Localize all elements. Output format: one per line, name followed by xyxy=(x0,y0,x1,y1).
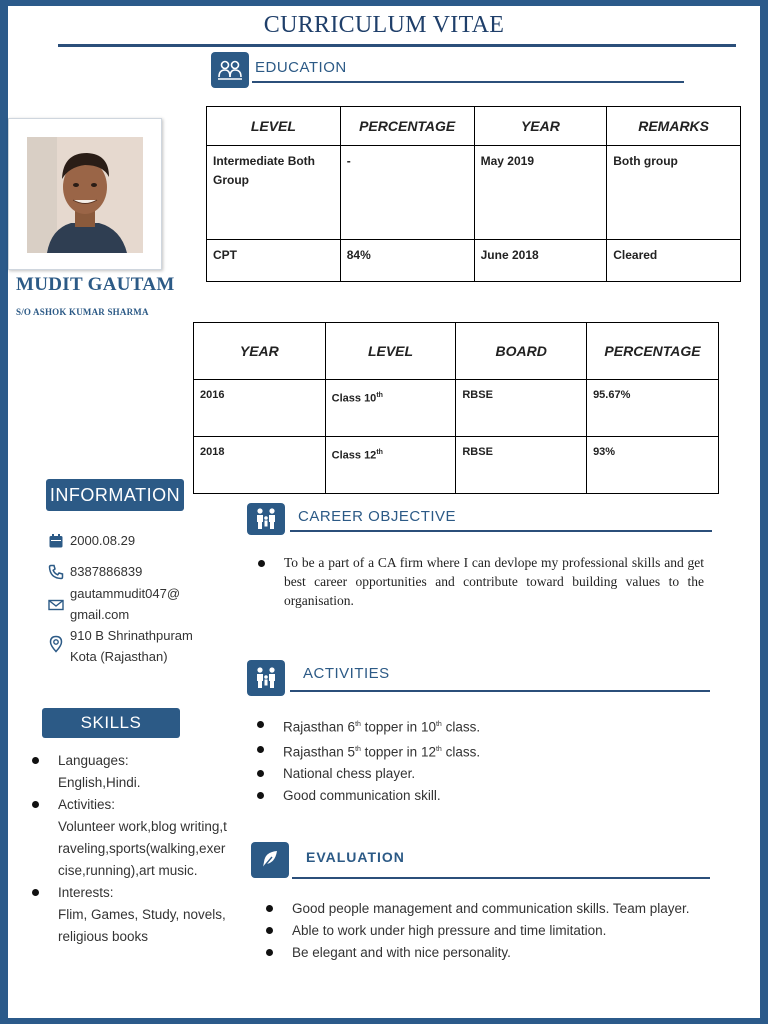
education-heading: EDUCATION xyxy=(255,59,347,76)
table-cell: 2016 xyxy=(194,380,326,437)
people-icon xyxy=(211,52,249,88)
list-item: To be a part of a CA firm where I can devlope my professional skills and get best career opportunities and contribute toward building values to the organisation. xyxy=(256,553,704,610)
feather-icon xyxy=(251,842,289,878)
activities-heading: ACTIVITIES xyxy=(303,665,390,682)
list-item: Interests: Flim, Games, Study, novels, religious books xyxy=(30,882,230,948)
phone-value: 8387886839 xyxy=(70,564,143,579)
dob-value: 2000.08.29 xyxy=(70,533,136,548)
table-header: PERCENTAGE xyxy=(340,107,474,146)
table-cell: Intermediate Both Group xyxy=(207,146,341,240)
activities-list xyxy=(255,714,715,807)
table-cell: CPT xyxy=(207,240,341,282)
title-underline xyxy=(58,44,736,47)
table-cell: May 2019 xyxy=(474,146,607,240)
table-cell: Cleared xyxy=(607,240,741,282)
career-objective-heading: CAREER OBJECTIVE xyxy=(298,508,457,525)
email-value: gautammudit047@ xyxy=(70,586,181,601)
table-row xyxy=(207,146,741,240)
activities-rule xyxy=(290,690,710,692)
list-item: Languages: English,Hindi. xyxy=(30,750,230,794)
address-line2: Kota (Rajasthan) xyxy=(70,649,168,664)
education-table-professional xyxy=(206,106,741,282)
list-item: Able to work under high pressure and time limitation. xyxy=(264,920,734,942)
candidate-parent: S/O ASHOK KUMAR SHARMA xyxy=(16,307,149,317)
table-header: REMARKS xyxy=(607,107,741,146)
profile-photo xyxy=(27,137,143,253)
table-cell: RBSE xyxy=(456,380,587,437)
table-cell: June 2018 xyxy=(474,240,607,282)
table-cell: 93% xyxy=(587,437,719,494)
table-cell: 84% xyxy=(340,240,474,282)
skills-list xyxy=(30,750,230,948)
table-header: PERCENTAGE xyxy=(587,323,719,380)
list-item: Rajasthan 6th topper in 10th class. xyxy=(255,714,715,739)
list-item: Rajasthan 5th topper in 12th class. xyxy=(255,739,715,764)
list-item: National chess player. xyxy=(255,763,715,785)
list-item: Good people management and communication skills. Team player. xyxy=(264,898,734,920)
career-objective-list xyxy=(256,553,704,610)
table-cell: Class 12th xyxy=(325,437,456,494)
table-cell: RBSE xyxy=(456,437,587,494)
email-value-domain: gmail.com xyxy=(70,607,130,622)
education-rule xyxy=(252,81,684,83)
address-line1: 910 B Shrinathpuram xyxy=(70,628,193,643)
evaluation-list xyxy=(264,898,734,964)
skills-heading: SKILLS xyxy=(42,708,180,738)
mail-icon xyxy=(48,597,66,619)
table-header: YEAR xyxy=(194,323,326,380)
table-row xyxy=(207,240,741,282)
table-cell: 95.67% xyxy=(587,380,719,437)
list-item: Activities: Volunteer work,blog writing,traveling,sports(walking,exercise,running),art music. xyxy=(30,794,230,882)
career-objective-rule xyxy=(290,530,712,532)
table-header: LEVEL xyxy=(325,323,456,380)
dob-row xyxy=(48,530,136,555)
evaluation-heading: EVALUATION xyxy=(306,849,405,865)
education-table-school xyxy=(193,322,719,494)
candidate-name: MUDIT GAUTAM xyxy=(16,274,175,295)
table-cell: 2018 xyxy=(194,437,326,494)
family-icon xyxy=(247,503,285,535)
profile-photo-frame xyxy=(8,118,162,270)
evaluation-rule xyxy=(292,877,710,879)
table-cell: Class 10th xyxy=(325,380,456,437)
address-row xyxy=(48,625,193,664)
table-row xyxy=(194,437,719,494)
family-icon xyxy=(247,660,285,696)
table-cell: - xyxy=(340,146,474,240)
location-pin-icon xyxy=(48,635,66,659)
table-header: LEVEL xyxy=(207,107,341,146)
email-row xyxy=(48,583,181,622)
list-item: Good communication skill. xyxy=(255,785,715,807)
list-item: Be elegant and with nice personality. xyxy=(264,942,734,964)
table-header: YEAR xyxy=(474,107,607,146)
page-title: CURRICULUM VITAE xyxy=(263,12,505,38)
table-row xyxy=(194,380,719,437)
table-cell: Both group xyxy=(607,146,741,240)
information-heading: INFORMATION xyxy=(46,479,184,511)
table-header: BOARD xyxy=(456,323,587,380)
calendar-icon xyxy=(48,533,66,555)
